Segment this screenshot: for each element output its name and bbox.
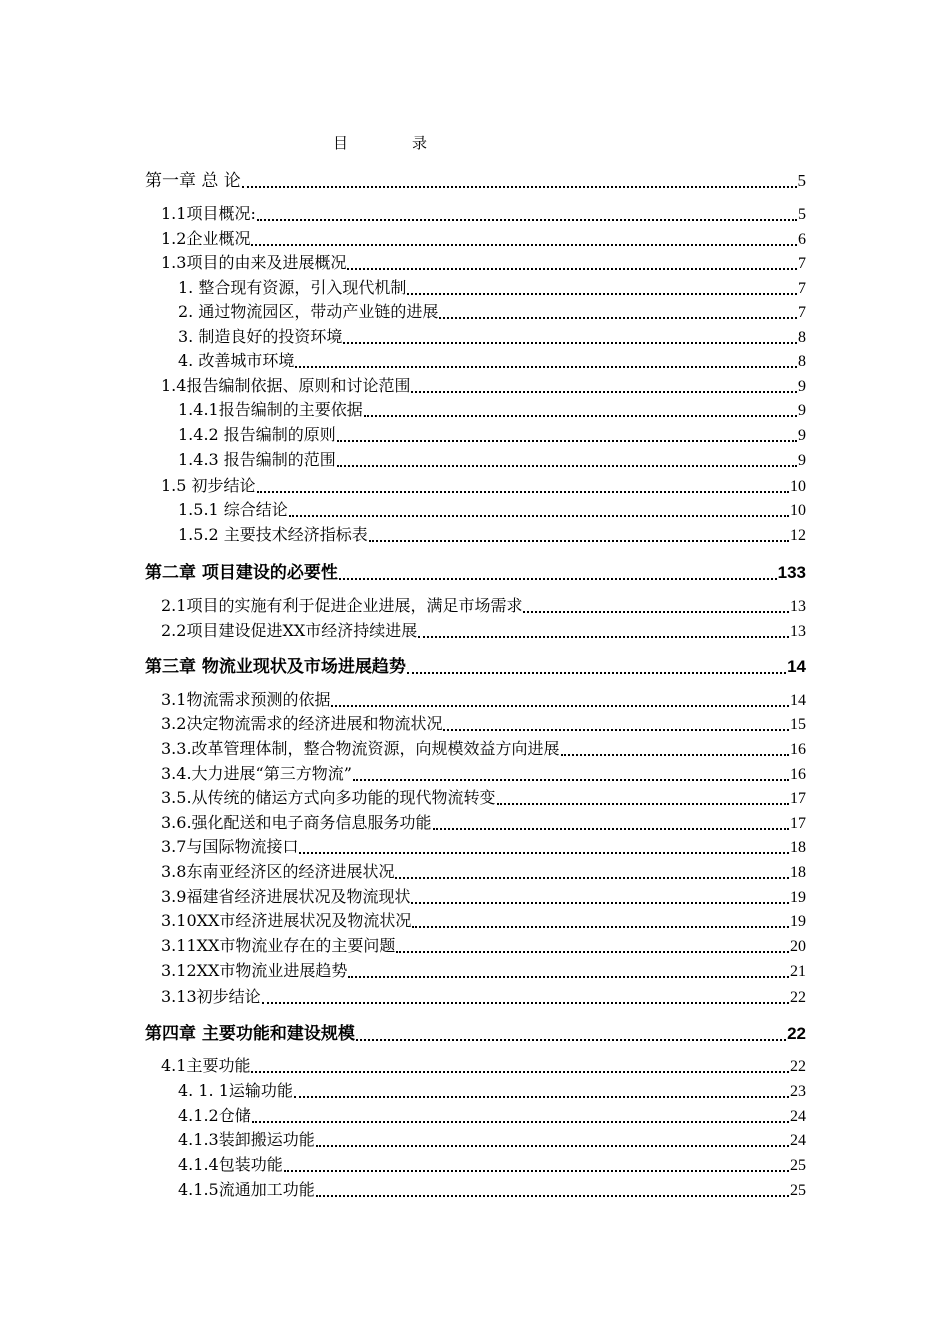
toc-entry[interactable] <box>178 275 806 298</box>
toc-entry-label: 1.4报告编制依据、原则和讨论范围 <box>161 376 411 395</box>
toc-entry[interactable] <box>178 1152 806 1175</box>
toc-entry-page: 133 <box>777 563 806 582</box>
toc-entry[interactable] <box>161 201 806 224</box>
toc-entry-label: 第三章 物流业现状及市场进展趋势 <box>145 657 406 677</box>
toc-entry-page: 22 <box>787 1024 806 1043</box>
toc-entry-page: 10 <box>790 478 806 495</box>
dot-leader <box>257 491 789 493</box>
toc-entry-label: 3.13初步结论 <box>161 987 261 1006</box>
toc-entry-page: 19 <box>790 889 806 906</box>
toc-entry[interactable] <box>178 422 806 445</box>
toc-entry[interactable] <box>161 933 806 956</box>
toc-entry-label: 1.5.1 综合结论 <box>178 500 288 519</box>
dot-leader <box>396 951 789 953</box>
dot-leader <box>561 754 789 756</box>
toc-entry[interactable] <box>145 652 806 677</box>
toc-entry[interactable] <box>145 558 806 583</box>
toc-entry-label: 1.3项目的由来及进展概况 <box>161 253 347 272</box>
dot-leader <box>289 515 789 517</box>
toc-entry-page: 7 <box>798 255 806 272</box>
toc-entry-page: 13 <box>790 623 806 640</box>
dot-leader <box>295 366 797 368</box>
toc-entry-label: 1. 整合现有资源，引入现代机制 <box>178 278 407 297</box>
toc-entry[interactable] <box>161 226 806 249</box>
toc-entry[interactable] <box>161 711 806 734</box>
toc-entry[interactable] <box>178 497 806 520</box>
dot-leader <box>369 540 789 542</box>
toc-entry-page: 19 <box>790 913 806 930</box>
toc-entry[interactable] <box>178 522 806 545</box>
dot-leader <box>439 317 797 319</box>
toc-entry[interactable] <box>161 984 806 1007</box>
toc-entry-page: 8 <box>798 353 806 370</box>
toc-entry-page: 5 <box>797 171 806 190</box>
toc-entry-label: 4.1.4包装功能 <box>178 1155 283 1174</box>
toc-entry-label: 4.1.2仓储 <box>178 1106 251 1125</box>
toc-entry-label: 3. 制造良好的投资环境 <box>178 327 343 346</box>
toc-entry-label: 2.1项目的实施有利于促进企业进展，满足市场需求 <box>161 596 523 615</box>
toc-title-char-2: 录 <box>412 134 428 152</box>
toc-entry-page: 22 <box>790 989 806 1006</box>
toc-title <box>0 132 760 153</box>
toc-entry-page: 24 <box>790 1108 806 1125</box>
dot-leader <box>497 803 789 805</box>
toc-entry[interactable] <box>161 593 806 616</box>
toc-entry-label: 3.1物流需求预测的依据 <box>161 690 331 709</box>
dot-leader <box>395 877 789 879</box>
dot-leader <box>299 852 789 854</box>
toc-entry-page: 14 <box>790 692 806 709</box>
toc-entry-label: 1.4.2 报告编制的原则 <box>178 425 336 444</box>
dot-leader <box>411 391 797 393</box>
toc-entry-label: 4. 1. 1运输功能 <box>178 1081 293 1100</box>
toc-title-char-1: 目 <box>332 134 348 152</box>
toc-entry-page: 16 <box>790 766 806 783</box>
toc-entry-label: 1.2企业概况 <box>161 229 251 248</box>
dot-leader <box>411 902 789 904</box>
toc-entry-label: 4.1.3装卸搬运功能 <box>178 1130 315 1149</box>
toc-entry-label: 3.5.从传统的储运方式向多功能的现代物流转变 <box>161 788 496 807</box>
toc-entry-label: 4. 改善城市环境 <box>178 351 295 370</box>
dot-leader <box>251 1071 789 1073</box>
toc-entry-page: 9 <box>798 402 806 419</box>
toc-entry[interactable] <box>161 761 806 784</box>
dot-leader <box>343 342 797 344</box>
toc-entry[interactable] <box>161 618 806 641</box>
toc-entry-page: 25 <box>790 1157 806 1174</box>
dot-leader <box>364 415 797 417</box>
toc-entry-page: 9 <box>798 452 806 469</box>
toc-entry-label: 1.1项目概况: <box>161 204 256 223</box>
toc-entry-label: 3.3.改革管理体制，整合物流资源，向规模效益方向进展 <box>161 739 560 758</box>
toc-entry[interactable] <box>161 834 806 857</box>
toc-entry-label: 3.4.大力进展“第三方物流” <box>161 764 352 783</box>
dot-leader <box>316 1145 789 1147</box>
toc-entry-page: 12 <box>790 527 806 544</box>
toc-entry[interactable] <box>161 908 806 931</box>
toc-entry-page: 6 <box>798 231 806 248</box>
toc-entry-page: 15 <box>790 716 806 733</box>
toc-entry-page: 17 <box>790 815 806 832</box>
toc-entry-label: 1.5.2 主要技术经济指标表 <box>178 525 368 544</box>
toc-entry-label: 3.6.强化配送和电子商务信息服务功能 <box>161 813 432 832</box>
dot-leader <box>412 926 789 928</box>
toc-entry-label: 1.4.1报告编制的主要依据 <box>178 400 363 419</box>
toc-entry[interactable] <box>178 447 806 470</box>
dot-leader <box>348 976 789 978</box>
toc-entry-page: 8 <box>798 329 806 346</box>
toc-entry[interactable] <box>161 736 806 759</box>
toc-entry[interactable] <box>178 348 806 371</box>
toc-entry[interactable] <box>178 1078 806 1101</box>
toc-entry[interactable] <box>161 687 806 710</box>
toc-entry-label: 3.11XX市物流业存在的主要问题 <box>161 936 396 955</box>
toc-entry[interactable] <box>178 1127 806 1150</box>
toc-entry-label: 2.2项目建设促进XX市经济持续进展 <box>161 621 418 640</box>
toc-entry-label: 3.7与国际物流接口 <box>161 837 299 856</box>
toc-entry[interactable] <box>161 1053 806 1076</box>
dot-leader <box>356 1039 786 1041</box>
toc-entry-page: 18 <box>790 864 806 881</box>
toc-entry-page: 20 <box>790 938 806 955</box>
dot-leader <box>337 465 797 467</box>
toc-entry-page: 21 <box>790 963 806 980</box>
toc-entry-label: 3.8东南亚经济区的经济进展状况 <box>161 862 395 881</box>
toc-entry-page: 22 <box>790 1058 806 1075</box>
dot-leader <box>284 1170 789 1172</box>
dot-leader <box>316 1195 789 1197</box>
toc-entry-page: 10 <box>790 502 806 519</box>
toc-entry[interactable] <box>161 859 806 882</box>
toc-entry-label: 第二章 项目建设的必要性 <box>145 563 338 583</box>
toc-entry-page: 16 <box>790 741 806 758</box>
toc-entry-page: 17 <box>790 790 806 807</box>
toc-entry-label: 4.1主要功能 <box>161 1056 251 1075</box>
toc-entry-page: 9 <box>798 378 806 395</box>
toc-entry[interactable] <box>178 1103 806 1126</box>
toc-entry[interactable] <box>161 473 806 496</box>
toc-entry-page: 13 <box>790 598 806 615</box>
toc-entry[interactable] <box>178 397 806 420</box>
dot-leader <box>251 244 797 246</box>
toc-entry-label: 3.10XX市经济进展状况及物流状况 <box>161 911 412 930</box>
toc-entry-page: 25 <box>790 1182 806 1199</box>
toc-entry-label: 1.4.3 报告编制的范围 <box>178 450 336 469</box>
toc-entry-label: 3.2决定物流需求的经济进展和物流状况 <box>161 714 443 733</box>
toc-entry-page: 7 <box>798 280 806 297</box>
dot-leader <box>407 672 786 674</box>
toc-entry-page: 23 <box>790 1083 806 1100</box>
toc-entry-page: 7 <box>798 304 806 321</box>
toc-entry-label: 2. 通过物流园区，带动产业链的进展 <box>178 302 439 321</box>
toc-entry[interactable] <box>178 324 806 347</box>
dot-leader <box>262 1002 789 1004</box>
dot-leader <box>443 729 789 731</box>
toc-entry-page: 14 <box>787 657 806 676</box>
toc-entry-page: 18 <box>790 839 806 856</box>
dot-leader <box>337 440 797 442</box>
dot-leader <box>433 828 789 830</box>
toc-entry[interactable] <box>178 1177 806 1200</box>
toc-entry-label: 1.5 初步结论 <box>161 476 256 495</box>
toc-entry-label: 3.9福建省经济进展状况及物流现状 <box>161 887 411 906</box>
toc-entry-page: 24 <box>790 1132 806 1149</box>
dot-leader <box>257 219 797 221</box>
toc-entry-label: 3.12XX市物流业进展趋势 <box>161 961 348 980</box>
toc-entry[interactable] <box>161 373 806 396</box>
toc-entry[interactable] <box>161 810 806 833</box>
toc-entry[interactable] <box>161 884 806 907</box>
dot-leader <box>252 1121 789 1123</box>
toc-entry-page: 5 <box>798 206 806 223</box>
toc-entry-page: 9 <box>798 427 806 444</box>
dot-leader <box>339 578 777 580</box>
toc-entry[interactable] <box>178 299 806 322</box>
dot-leader <box>418 636 789 638</box>
dot-leader <box>353 779 789 781</box>
toc-entry[interactable] <box>161 785 806 808</box>
toc-entry[interactable] <box>145 1019 806 1044</box>
dot-leader <box>407 293 797 295</box>
dot-leader <box>294 1096 789 1098</box>
toc-entry[interactable] <box>145 166 806 191</box>
toc-entry-label: 第一章 总 论 <box>145 171 241 191</box>
toc-entry[interactable] <box>161 250 806 273</box>
toc-entry-label: 4.1.5流通加工功能 <box>178 1180 315 1199</box>
dot-leader <box>331 705 789 707</box>
toc-entry-label: 第四章 主要功能和建设规模 <box>145 1024 355 1044</box>
dot-leader <box>347 268 797 270</box>
dot-leader <box>523 611 789 613</box>
toc-entry[interactable] <box>161 958 806 981</box>
dot-leader <box>242 186 797 188</box>
